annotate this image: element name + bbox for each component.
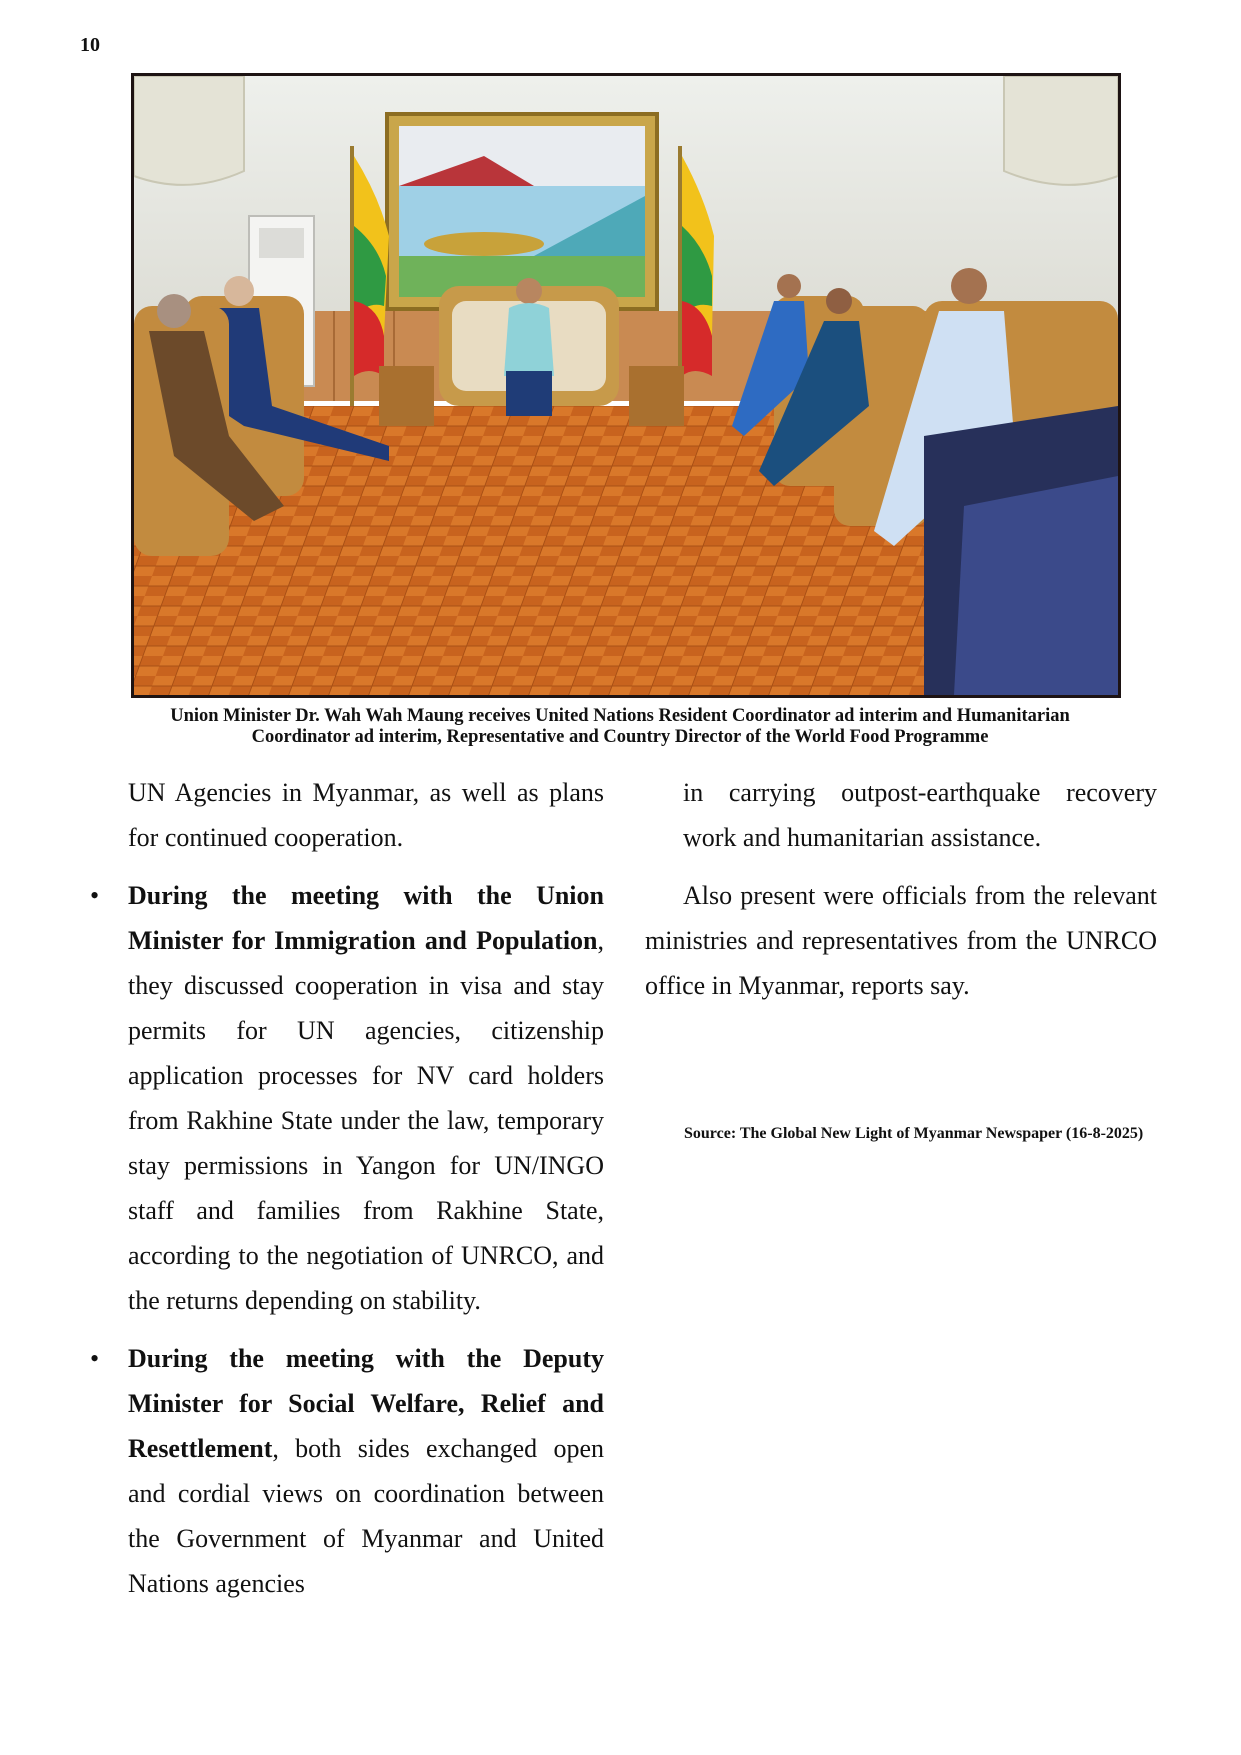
bullet-social-welfare-bold: During the meeting with the Deputy Minister for Social Welfare, Relief and Resettlement — [128, 1344, 604, 1463]
left-continued-paragraph: UN Agencies in Myanmar, as well as plans for continued cooperation. — [128, 778, 604, 852]
also-present-paragraph: Also present were officials from the relevant ministries and representatives from the UNRCO office in Myanmar, reports say. — [645, 881, 1157, 1000]
meeting-photo-illustration — [134, 76, 1118, 695]
bullet-social-welfare — [128, 1336, 604, 1606]
right-continued-paragraph: in carrying outpost-earthquake recovery work and humanitarian assistance. — [683, 778, 1157, 852]
left-column — [128, 770, 604, 1606]
bullet-social-welfare-text: , both sides exchanged open and cordial views on coordination between the Government of Myanmar and United Nations agencies — [128, 1434, 604, 1598]
meeting-photo — [131, 73, 1121, 698]
page-number: 10 — [80, 34, 100, 56]
right-column — [645, 770, 1157, 1008]
caption-line-2: Coordinator ad interim, Representative and Country Director of the World Food Programme — [251, 727, 989, 747]
bullet-immigration-text: , they discussed cooperation in visa and stay permits for UN agencies, citizenship application processes for NV card holders from Rakhine State under the law, temporary stay permissions in Yangon for UN/INGO staff and families from Rakhine State, according to the negotiation of UNRCO, and the returns depending on stability. — [128, 926, 604, 1315]
photo-caption — [100, 706, 1140, 748]
caption-line-1: Union Minister Dr. Wah Wah Maung receives United Nations Resident Coordinator ad interim and Humanitarian — [170, 706, 1070, 726]
bullet-immigration-bold: During the meeting with the Union Minister for Immigration and Population — [128, 881, 604, 955]
source-credit: Source: The Global New Light of Myanmar Newspaper (16-8-2025) — [684, 1125, 1144, 1142]
bullet-immigration — [128, 873, 604, 1323]
